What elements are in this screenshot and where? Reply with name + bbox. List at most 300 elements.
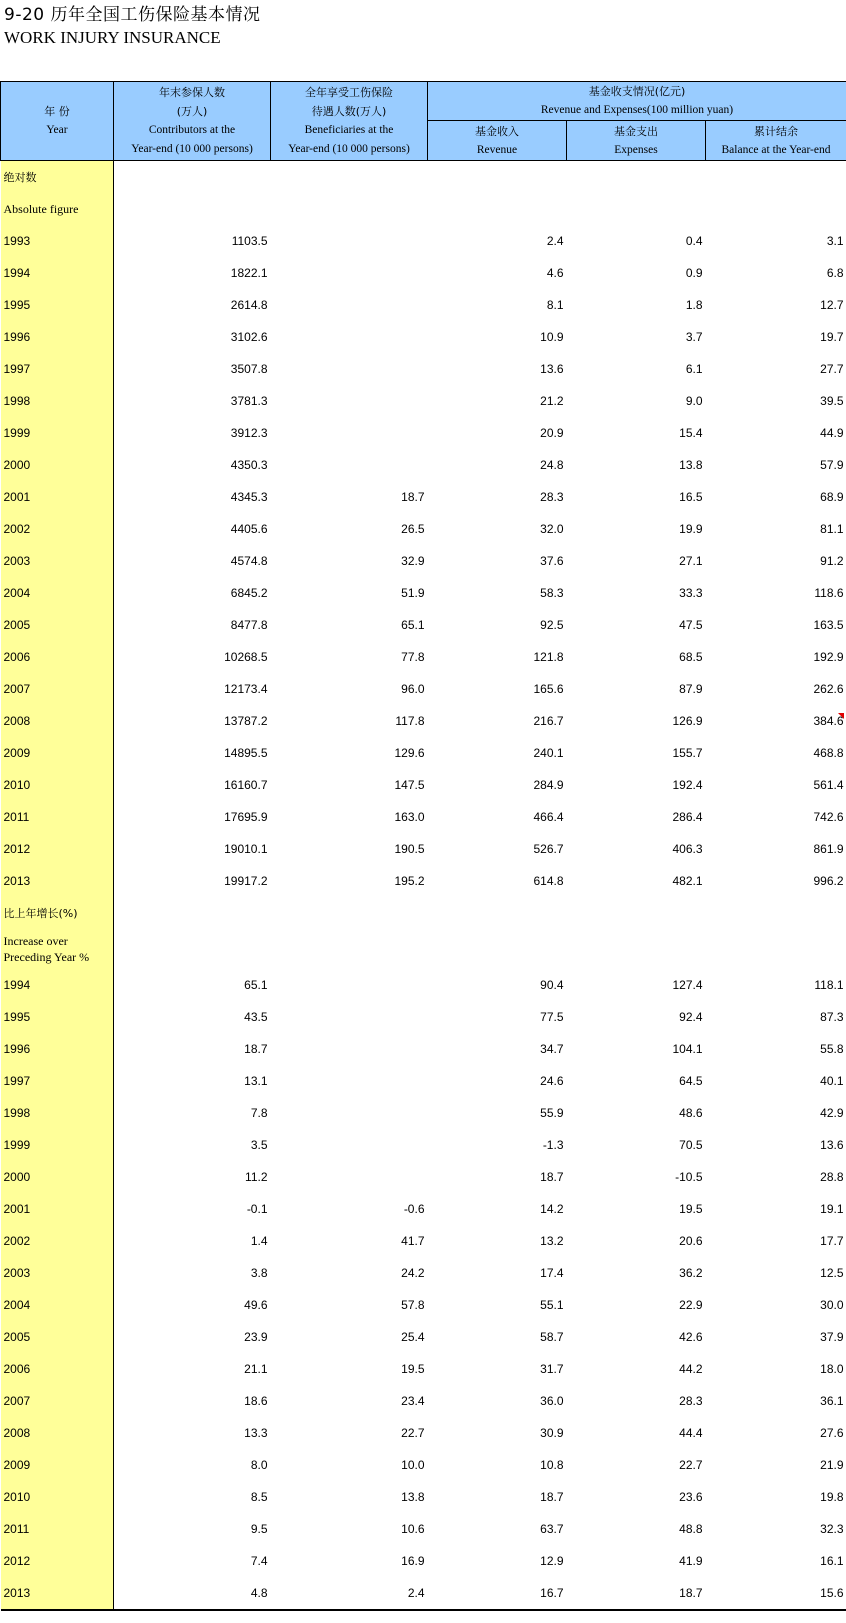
- cell-balance: 68.9: [820, 490, 844, 504]
- cell-beneficiaries: 13.8: [401, 1490, 425, 1504]
- cell-contributors: 13787.2: [224, 714, 268, 728]
- cell-year: 2004: [1, 1289, 114, 1321]
- cell-contributors: 19917.2: [224, 874, 268, 888]
- cell-balance: 996.2: [813, 874, 844, 888]
- cell-contributors: 8.5: [250, 1490, 268, 1504]
- cell-expenses: 33.3: [679, 586, 703, 600]
- cell-revenue: 216.7: [533, 714, 564, 728]
- header-beneficiaries-en1: Beneficiaries at the: [304, 124, 394, 136]
- cell-revenue: 614.8: [533, 874, 564, 888]
- table-row: [1, 609, 846, 641]
- table-row: [1, 545, 846, 577]
- cell-beneficiaries: 10.6: [401, 1522, 425, 1536]
- cell-expenses: 0.9: [685, 266, 703, 280]
- cell-beneficiaries: 190.5: [394, 842, 425, 856]
- cell-balance: 27.6: [820, 1426, 844, 1440]
- cell-contributors: 3781.3: [230, 394, 268, 408]
- cell-balance: 6.8: [826, 266, 844, 280]
- cell-expenses: 41.9: [679, 1554, 703, 1568]
- cell-expenses: 127.4: [672, 978, 703, 992]
- cell-expenses: 9.0: [685, 394, 703, 408]
- cell-expenses: 68.5: [679, 650, 703, 664]
- cell-expenses: 18.7: [567, 1577, 706, 1610]
- cell-revenue: 20.9: [540, 426, 564, 440]
- cell-balance: 19.7: [820, 330, 844, 344]
- header-year: [1, 82, 114, 161]
- cell-contributors: 49.6: [244, 1298, 268, 1312]
- cell-contributors: 12173.4: [224, 682, 268, 696]
- cell-balance: 3.1: [826, 234, 844, 248]
- cell-beneficiaries: [271, 1097, 428, 1129]
- cell-balance: 32.3: [820, 1522, 844, 1536]
- section-label-increase-en1: Increase over: [3, 934, 68, 948]
- cell-contributors: 1822.1: [230, 266, 268, 280]
- cell-year: 2003: [1, 1257, 114, 1289]
- cell-contributors: 8.0: [250, 1458, 268, 1472]
- cell-contributors: 7.4: [250, 1554, 268, 1568]
- table-row: [1, 1513, 846, 1545]
- table-row: [1, 1193, 846, 1225]
- section-label-increase-en2: Preceding Year %: [3, 950, 90, 964]
- cell-contributors: 1.4: [250, 1234, 268, 1248]
- cell-balance: 42.9: [820, 1106, 844, 1120]
- cell-balance: 36.1: [820, 1394, 844, 1408]
- cell-revenue: -1.3: [542, 1138, 564, 1152]
- table-row: [1, 513, 846, 545]
- cell-balance: 118.1: [814, 978, 844, 992]
- cell-expenses: 48.6: [679, 1106, 703, 1120]
- work-injury-table: [0, 81, 846, 1611]
- cell-revenue: 24.6: [540, 1074, 564, 1088]
- cell-beneficiaries: [271, 417, 428, 449]
- cell-beneficiaries: 23.4: [401, 1394, 425, 1408]
- table-row: [1, 417, 846, 449]
- cell-revenue: 21.2: [540, 394, 564, 408]
- cell-beneficiaries: 51.9: [401, 586, 425, 600]
- table-row: [1, 737, 846, 769]
- cell-year: 1997: [1, 353, 114, 385]
- table-row: [1, 1001, 846, 1033]
- cell-revenue: 55.9: [540, 1106, 564, 1120]
- cell-contributors: 23.9: [244, 1330, 268, 1344]
- header-contributors: [114, 82, 271, 161]
- cell-revenue: 32.0: [540, 522, 564, 536]
- cell-contributors: 3102.6: [230, 330, 268, 344]
- cell-year: 1995: [1, 1001, 114, 1033]
- header-year-en: Year: [46, 124, 68, 136]
- cell-revenue: 34.7: [540, 1042, 564, 1056]
- cell-contributors: 17695.9: [224, 810, 268, 824]
- header-expenses-cn: 基金支出: [614, 124, 658, 138]
- table-title-en: WORK INJURY INSURANCE: [4, 28, 221, 47]
- cell-expenses: 28.3: [679, 1394, 703, 1408]
- section-label-absolute-cn: 绝对数: [1, 161, 114, 194]
- cell-revenue: 10.9: [540, 330, 564, 344]
- cell-balance: 27.7: [820, 362, 844, 376]
- cell-revenue: 10.8: [540, 1458, 564, 1472]
- cell-beneficiaries: 18.7: [401, 490, 425, 504]
- cell-balance: 192.9: [813, 650, 844, 664]
- cell-contributors: 8477.8: [230, 618, 268, 632]
- table-row: [1, 969, 846, 1001]
- cell-year: 1993: [1, 225, 114, 257]
- cell-expenses: 16.5: [679, 490, 703, 504]
- cell-beneficiaries: 77.8: [401, 650, 425, 664]
- table-row: [1, 769, 846, 801]
- header-beneficiaries-en2: Year-end (10 000 persons): [288, 143, 410, 155]
- cell-revenue: 121.8: [533, 650, 564, 664]
- cell-revenue: 90.4: [540, 978, 564, 992]
- cell-expenses: 15.4: [679, 426, 703, 440]
- cell-revenue: 58.7: [540, 1330, 564, 1344]
- cell-beneficiaries: 147.5: [394, 778, 425, 792]
- table-row: [1, 577, 846, 609]
- cell-revenue: 466.4: [533, 810, 564, 824]
- cell-year: 1998: [1, 385, 114, 417]
- cell-expenses: 64.5: [679, 1074, 703, 1088]
- cell-expenses: 482.1: [672, 874, 703, 888]
- cell-balance: 17.7: [820, 1234, 844, 1248]
- table-row: [1, 1097, 846, 1129]
- cell-expenses: 27.1: [679, 554, 703, 568]
- cell-balance: 40.1: [820, 1074, 844, 1088]
- table-row: [1, 1577, 846, 1610]
- cell-contributors: 21.1: [244, 1362, 268, 1376]
- table-row: [1, 833, 846, 865]
- cell-contributors: 13.3: [244, 1426, 268, 1440]
- table-body: [1, 161, 846, 1611]
- cell-revenue: 55.1: [540, 1298, 564, 1312]
- cell-expenses: 19.5: [679, 1202, 703, 1216]
- cell-contributors: -0.1: [246, 1202, 268, 1216]
- header-balance-en: Balance at the Year-end: [721, 143, 831, 156]
- cell-year: 2003: [1, 545, 114, 577]
- cell-revenue: 24.8: [540, 458, 564, 472]
- cell-year: 2012: [1, 1545, 114, 1577]
- cell-beneficiaries: 41.7: [401, 1234, 425, 1248]
- cell-balance: 561.4: [813, 778, 844, 792]
- table-row: [1, 1417, 846, 1449]
- cell-year: 2004: [1, 577, 114, 609]
- cell-balance: 39.5: [820, 394, 844, 408]
- cell-beneficiaries: -0.6: [403, 1202, 425, 1216]
- cell-beneficiaries: [271, 969, 428, 1001]
- table-row: [1, 1353, 846, 1385]
- cell-year: 2006: [1, 1353, 114, 1385]
- cell-contributors: 4405.6: [230, 522, 268, 536]
- cell-expenses: 44.4: [679, 1426, 703, 1440]
- cell-expenses: 192.4: [672, 778, 703, 792]
- cell-beneficiaries: 25.4: [401, 1330, 425, 1344]
- cell-balance: 18.0: [820, 1362, 844, 1376]
- cell-expenses: 20.6: [679, 1234, 703, 1248]
- cell-beneficiaries: [271, 1001, 428, 1033]
- cell-year: 1994: [1, 969, 114, 1001]
- table-row: [1, 705, 846, 737]
- cell-contributors: 4345.3: [230, 490, 268, 504]
- cell-contributors: 1103.5: [231, 234, 268, 248]
- cell-year: 2005: [1, 1321, 114, 1353]
- cell-year: 2006: [1, 641, 114, 673]
- table-row: [1, 1257, 846, 1289]
- header-beneficiaries: [271, 82, 428, 161]
- cell-beneficiaries: 22.7: [401, 1426, 425, 1440]
- cell-beneficiaries: 16.9: [401, 1554, 425, 1568]
- header-revenue-cn: 基金收入: [475, 124, 519, 138]
- cell-revenue: 526.7: [533, 842, 564, 856]
- cell-revenue: 16.7: [428, 1577, 567, 1610]
- cell-revenue: 92.5: [540, 618, 564, 632]
- cell-revenue: 13.2: [540, 1234, 564, 1248]
- cell-year: 1994: [1, 257, 114, 289]
- table-row: [1, 225, 846, 257]
- cell-expenses: 87.9: [679, 682, 703, 696]
- cell-expenses: 6.1: [685, 362, 703, 376]
- cell-balance: 37.9: [820, 1330, 844, 1344]
- table-title-cn: 9-20 历年全国工伤保险基本情况: [4, 5, 261, 25]
- header-beneficiaries-cn1: 全年享受工伤保险: [305, 86, 393, 99]
- cell-revenue: 36.0: [540, 1394, 564, 1408]
- cell-expenses: 23.6: [679, 1490, 703, 1504]
- table-row: [1, 1225, 846, 1257]
- cell-beneficiaries: [271, 385, 428, 417]
- cell-contributors: 3.5: [250, 1138, 268, 1152]
- cell-beneficiaries: [271, 449, 428, 481]
- cell-balance: 118.6: [814, 586, 844, 600]
- table-row: [1, 321, 846, 353]
- cell-beneficiaries: [271, 353, 428, 385]
- cell-balance: 262.6: [813, 682, 844, 696]
- cell-revenue: 37.6: [540, 554, 564, 568]
- section-label-increase-cn: 比上年增长(%): [1, 897, 114, 929]
- cell-revenue: 28.3: [540, 490, 564, 504]
- cell-contributors: 6845.2: [230, 586, 268, 600]
- cell-year: 2011: [1, 1513, 114, 1545]
- cell-revenue: 18.7: [540, 1490, 564, 1504]
- cell-year: 1996: [1, 321, 114, 353]
- table-row: [1, 1385, 846, 1417]
- cell-year: 2011: [1, 801, 114, 833]
- table-row: [1, 1545, 846, 1577]
- cell-revenue: 30.9: [540, 1426, 564, 1440]
- cell-balance: 19.8: [820, 1490, 844, 1504]
- cell-contributors: 16160.7: [224, 778, 268, 792]
- cell-balance: 30.0: [820, 1298, 844, 1312]
- table-row: [1, 1321, 846, 1353]
- cell-contributors: 9.5: [250, 1522, 268, 1536]
- header-beneficiaries-cn2: 待遇人数(万人): [311, 105, 387, 118]
- table-row: [1, 801, 846, 833]
- cell-beneficiaries: 195.2: [394, 874, 425, 888]
- section-row-absolute-en: [1, 193, 846, 225]
- cell-contributors: 7.8: [250, 1106, 268, 1120]
- cell-contributors: 10268.5: [224, 650, 268, 664]
- table-row: [1, 257, 846, 289]
- cell-balance: 16.1: [820, 1554, 844, 1568]
- cell-year: 2001: [1, 1193, 114, 1225]
- cell-balance: 21.9: [820, 1458, 844, 1472]
- cell-year: 1997: [1, 1065, 114, 1097]
- cell-year: 2010: [1, 1481, 114, 1513]
- cell-expenses: 42.6: [679, 1330, 703, 1344]
- cell-expenses: 22.9: [679, 1298, 703, 1312]
- cell-revenue: 13.6: [540, 362, 564, 376]
- cell-balance: 163.5: [813, 618, 844, 632]
- cell-expenses: 22.7: [679, 1458, 703, 1472]
- section-row-absolute-cn: [1, 161, 846, 194]
- cell-contributors: 2614.8: [230, 298, 268, 312]
- cell-contributors: 4574.8: [230, 554, 268, 568]
- cell-revenue: 2.4: [546, 234, 564, 248]
- cell-revenue: 165.6: [533, 682, 564, 696]
- cell-contributors: 18.7: [244, 1042, 268, 1056]
- cell-contributors: 4.8: [114, 1577, 271, 1610]
- cell-balance: 55.8: [820, 1042, 844, 1056]
- cell-expenses: 1.8: [685, 298, 703, 312]
- cell-beneficiaries: 96.0: [401, 682, 425, 696]
- cell-expenses: 48.8: [679, 1522, 703, 1536]
- cell-expenses: 0.4: [685, 234, 703, 248]
- header-fund: [428, 82, 846, 121]
- table-row: [1, 1289, 846, 1321]
- cell-contributors: 14895.5: [224, 746, 268, 760]
- cell-year: 2005: [1, 609, 114, 641]
- cell-revenue: 240.1: [533, 746, 564, 760]
- cell-expenses: 47.5: [679, 618, 703, 632]
- header-year-cn: 年 份: [44, 105, 70, 118]
- cell-expenses: 286.4: [672, 810, 703, 824]
- cell-contributors: 3.8: [250, 1266, 268, 1280]
- title-block: [4, 4, 261, 49]
- cell-contributors: 4350.3: [230, 458, 268, 472]
- header-contributors-cn2: (万人): [176, 105, 208, 118]
- cell-beneficiaries: 57.8: [401, 1298, 425, 1312]
- comment-marker: [838, 713, 844, 719]
- table-row: [1, 641, 846, 673]
- cell-expenses: 13.8: [679, 458, 703, 472]
- cell-expenses: 36.2: [679, 1266, 703, 1280]
- table-row: [1, 1481, 846, 1513]
- table-row: [1, 449, 846, 481]
- header-balance: [706, 121, 846, 161]
- table-row: [1, 1033, 846, 1065]
- cell-year: 1996: [1, 1033, 114, 1065]
- table-row: [1, 1129, 846, 1161]
- cell-year: 2000: [1, 449, 114, 481]
- cell-year: 2009: [1, 737, 114, 769]
- cell-expenses: 155.7: [672, 746, 703, 760]
- cell-year: 1995: [1, 289, 114, 321]
- table-row: [1, 673, 846, 705]
- cell-year: 1998: [1, 1097, 114, 1129]
- cell-year: 2012: [1, 833, 114, 865]
- cell-revenue: 63.7: [540, 1522, 564, 1536]
- cell-balance: 19.1: [820, 1202, 844, 1216]
- cell-revenue: 284.9: [533, 778, 564, 792]
- cell-year: 2007: [1, 1385, 114, 1417]
- cell-balance: 81.1: [820, 522, 844, 536]
- cell-beneficiaries: 26.5: [401, 522, 425, 536]
- cell-beneficiaries: [271, 289, 428, 321]
- header-expenses-en: Expenses: [614, 143, 658, 156]
- cell-balance: 12.5: [820, 1266, 844, 1280]
- section-label-increase-en: [1, 929, 114, 969]
- cell-revenue: 77.5: [540, 1010, 564, 1024]
- header-balance-cn: 累计结余: [754, 124, 798, 138]
- cell-year: 2000: [1, 1161, 114, 1193]
- cell-balance: 861.9: [813, 842, 844, 856]
- cell-revenue: 17.4: [540, 1266, 564, 1280]
- header-revenue-en: Revenue: [476, 143, 518, 156]
- cell-year: 1999: [1, 417, 114, 449]
- cell-revenue: 31.7: [540, 1362, 564, 1376]
- cell-expenses: 44.2: [679, 1362, 703, 1376]
- cell-contributors: 13.1: [244, 1074, 268, 1088]
- table-row: [1, 353, 846, 385]
- cell-beneficiaries: 129.6: [394, 746, 425, 760]
- cell-year: 2007: [1, 673, 114, 705]
- cell-year: 2002: [1, 513, 114, 545]
- cell-expenses: 126.9: [672, 714, 703, 728]
- header-contributors-en1: Contributors at the: [148, 124, 236, 136]
- cell-beneficiaries: 163.0: [394, 810, 425, 824]
- table-row: [1, 865, 846, 897]
- cell-year: 2010: [1, 769, 114, 801]
- cell-balance: 468.8: [813, 746, 844, 760]
- cell-expenses: 3.7: [685, 330, 703, 344]
- cell-expenses: 19.9: [679, 522, 703, 536]
- cell-contributors: 11.2: [245, 1170, 268, 1184]
- cell-balance: 87.3: [820, 1010, 844, 1024]
- cell-contributors: 43.5: [244, 1010, 268, 1024]
- cell-beneficiaries: [271, 1065, 428, 1097]
- table-row: [1, 1449, 846, 1481]
- cell-year: 2001: [1, 481, 114, 513]
- header-expenses: [567, 121, 706, 161]
- table-row: [1, 385, 846, 417]
- cell-year: 2002: [1, 1225, 114, 1257]
- header-revenue: [428, 121, 567, 161]
- cell-beneficiaries: 10.0: [401, 1458, 425, 1472]
- cell-balance: 742.6: [813, 810, 844, 824]
- cell-beneficiaries: 117.8: [395, 714, 425, 728]
- cell-beneficiaries: [271, 1161, 428, 1193]
- cell-revenue: 58.3: [540, 586, 564, 600]
- cell-beneficiaries: [271, 257, 428, 289]
- cell-expenses: 104.1: [672, 1042, 703, 1056]
- cell-year: 2008: [1, 705, 114, 737]
- cell-beneficiaries: [271, 1129, 428, 1161]
- cell-year: 1999: [1, 1129, 114, 1161]
- table-row: [1, 1065, 846, 1097]
- cell-balance: 13.6: [820, 1138, 844, 1152]
- cell-revenue: 4.6: [546, 266, 564, 280]
- section-row-increase-en: [1, 929, 846, 969]
- cell-expenses: 92.4: [679, 1010, 703, 1024]
- cell-balance: 28.8: [820, 1170, 844, 1184]
- cell-balance: 384.6: [813, 714, 844, 728]
- cell-revenue: 18.7: [540, 1170, 564, 1184]
- cell-expenses: 70.5: [679, 1138, 703, 1152]
- cell-beneficiaries: [271, 225, 428, 257]
- cell-beneficiaries: [271, 1033, 428, 1065]
- cell-beneficiaries: 19.5: [401, 1362, 425, 1376]
- cell-beneficiaries: 2.4: [271, 1577, 428, 1610]
- cell-balance: 12.7: [820, 298, 844, 312]
- cell-beneficiaries: [271, 321, 428, 353]
- table-row: [1, 1161, 846, 1193]
- cell-expenses: 406.3: [672, 842, 703, 856]
